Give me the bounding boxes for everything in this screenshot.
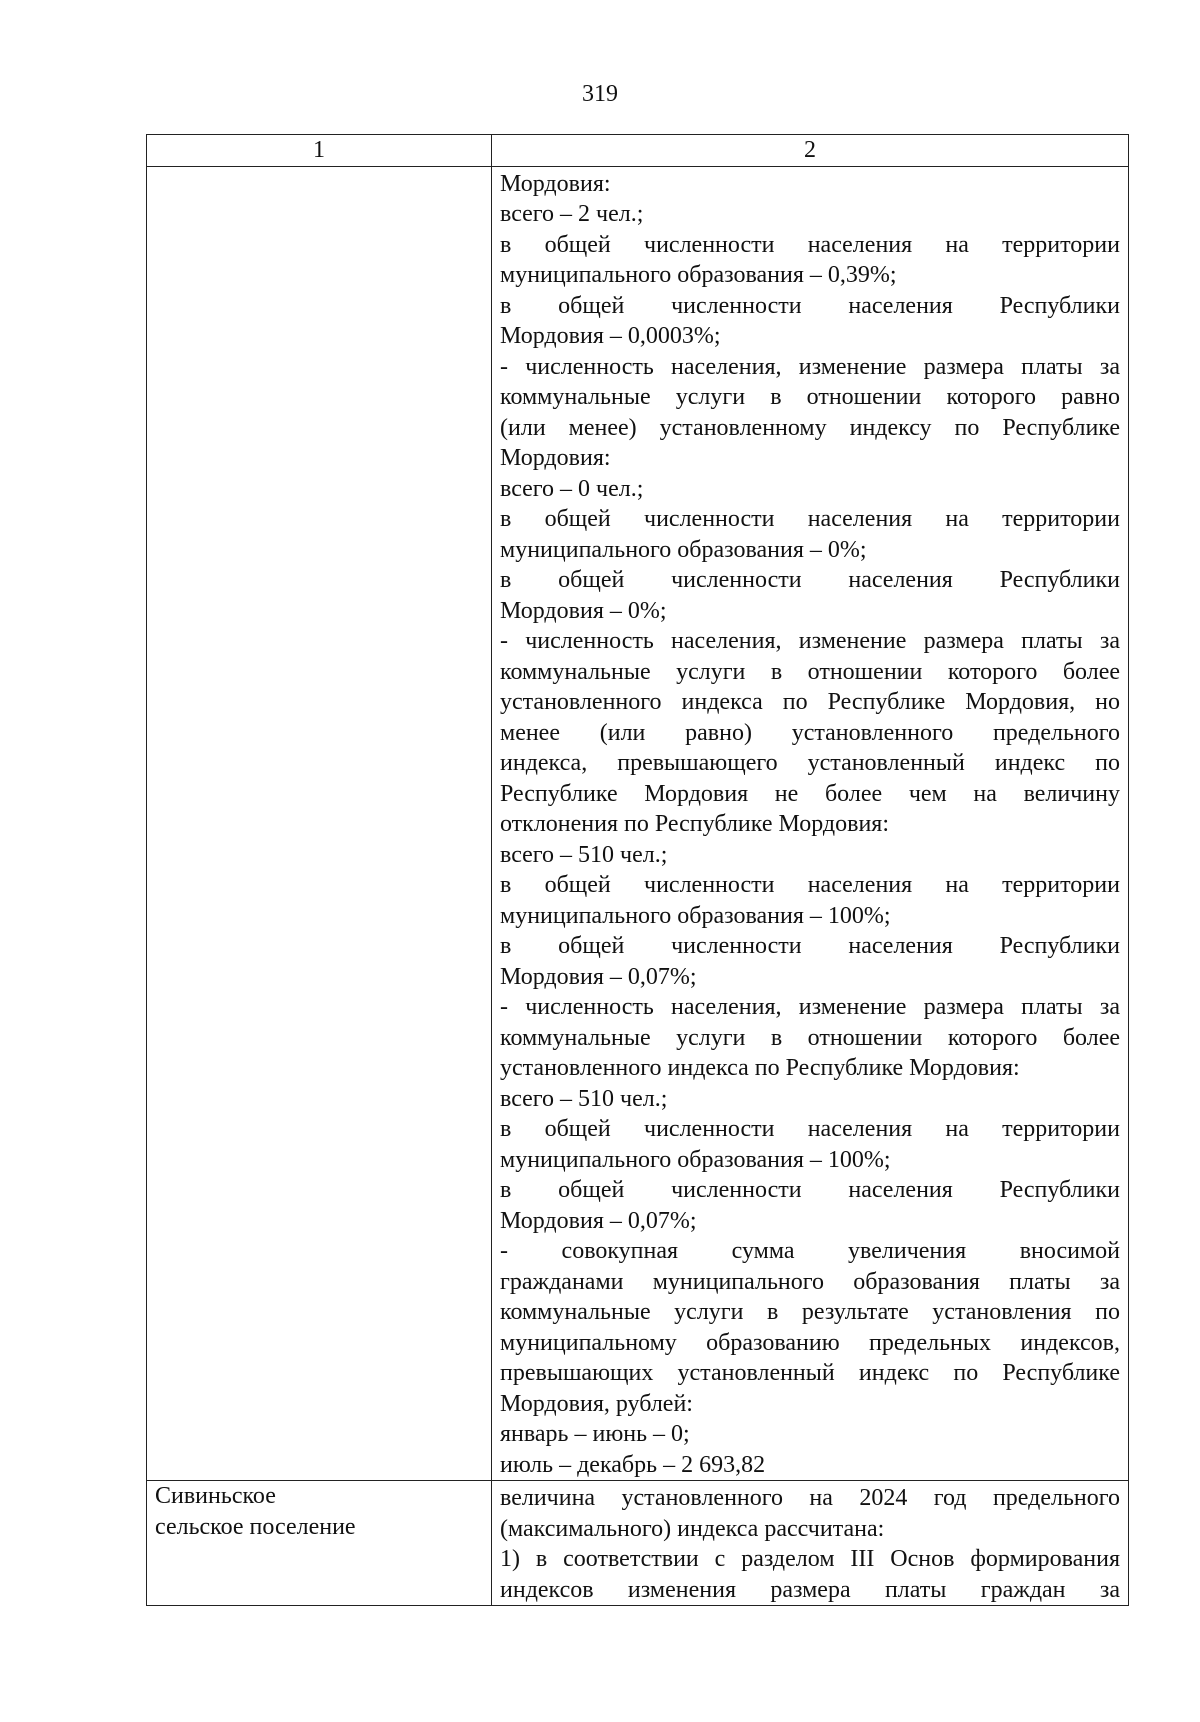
text-line: - численность населения, изменение размера платы за [500,353,1120,380]
municipality-name-line: сельское поселение [155,1513,356,1540]
text-line: индексов изменения размера платы граждан за [500,1576,1120,1603]
text-line: всего – 510 чел.; [500,1085,668,1112]
text-line: превышающих установленный индекс по Республике [500,1360,1120,1386]
text-line: в общей численности населения на территории [500,872,1120,898]
text-line: Мордовия: [500,170,611,197]
text-line: Республике Мордовия не более чем на величину [500,780,1120,807]
text-line: Мордовия, рублей: [500,1390,693,1417]
column-header-1: 1 [147,135,492,167]
municipality-cell [147,166,492,1481]
text-line: в общей численности населения Республики [500,567,1120,593]
text-line: величина установленного на 2024 год предельного [500,1485,1120,1511]
text-line: муниципальному образованию предельных индексов, [500,1329,1120,1356]
municipality-name-line: Сивиньское [155,1483,276,1509]
text-line: Мордовия – 0%; [500,597,667,624]
text-line: январь – июнь – 0; [500,1421,690,1447]
text-line: установленного индекса по Республике Мордовия, но [500,689,1120,715]
text-line: Мордовия – 0,0003%; [500,323,721,349]
table-header-row [147,135,1129,167]
text-line: июль – декабрь – 2 693,82 [500,1451,766,1478]
text-line: индекса, превышающего установленный индекс по [500,750,1120,776]
text-line: (или менее) установленному индексу по Республике [500,414,1120,441]
table-row [147,1481,1129,1606]
text-line: всего – 2 чел.; [500,201,644,227]
text-line: - совокупная сумма увеличения вносимой [500,1238,1120,1264]
description-cell [492,166,1129,1481]
column-header-2: 2 [492,135,1129,167]
text-line: Мордовия – 0,07%; [500,963,697,990]
text-line: - численность населения, изменение размера платы за [500,994,1120,1020]
text-line: всего – 510 чел.; [500,841,668,868]
text-line: - численность населения, изменение размера платы за [500,628,1120,654]
text-line: муниципального образования – 0,39%; [500,262,897,288]
municipality-cell [147,1481,492,1606]
text-line: отклонения по Республике Мордовия: [500,811,890,837]
text-line: 1) в соответствии с разделом III Основ формирования [500,1546,1120,1572]
text-line: коммунальные услуги в отношении которого более [500,1024,1120,1051]
text-line: всего – 0 чел.; [500,475,644,502]
page-number: 319 [582,81,618,107]
text-line: (максимального) индекса рассчитана: [500,1515,885,1542]
text-line: гражданами муниципального образования платы за [500,1268,1120,1295]
text-line: в общей численности населения на территории [500,506,1120,532]
table-row [147,166,1129,1481]
text-line: коммунальные услуги в отношении которого более [500,658,1120,685]
text-line: коммунальные услуги в отношении которого равно [500,384,1120,410]
text-line: в общей численности населения на территории [500,1116,1120,1142]
text-line: в общей численности населения Республики [500,292,1120,319]
text-line: муниципального образования – 0%; [500,536,867,563]
text-line: коммунальные услуги в результате установления по [500,1299,1120,1325]
text-line: муниципального образования – 100%; [500,902,891,929]
text-line: менее (или равно) установленного предельного [500,719,1120,746]
text-line: в общей численности населения Республики [500,1177,1120,1203]
description-cell [492,1481,1129,1606]
text-line: Мордовия – 0,07%; [500,1207,697,1234]
text-line: установленного индекса по Республике Мордовия: [500,1055,1020,1081]
text-line: Мордовия: [500,445,611,471]
text-line: в общей численности населения на территории [500,231,1120,258]
indices-table [146,134,1129,1606]
text-line: муниципального образования – 100%; [500,1146,891,1173]
text-line: в общей численности населения Республики [500,933,1120,959]
